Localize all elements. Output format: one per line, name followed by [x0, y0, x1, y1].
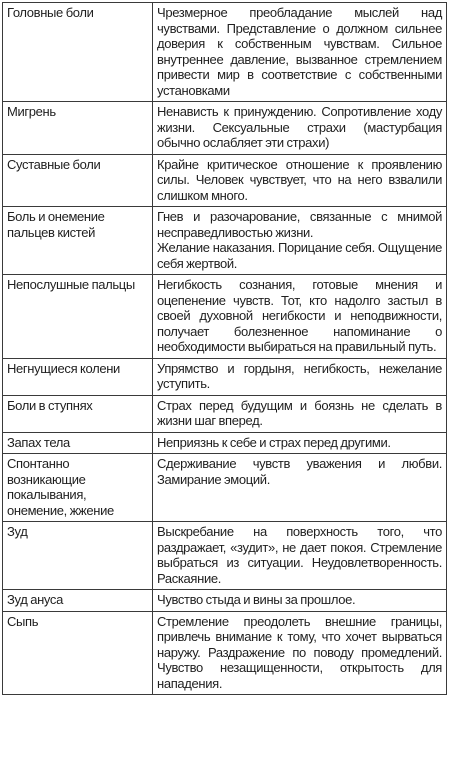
- table-row: [3, 611, 447, 695]
- symptom-cell: Сыпь: [3, 611, 153, 695]
- description-text: Стремление преодолеть внешние границы, привлечь внимание к тому, что хочет вырваться наружу. Раздражение по поводу промедлений. Чувство незащищенности, открытость для нападения.: [157, 613, 442, 691]
- description-cell: [153, 154, 447, 207]
- description-text: Чрезмерное преобладание мыслей над чувствами. Представление о должном сильнее доверия к собственным чувствам. Сильное внутреннее давление, вызванное стремлением привести мир в соответствие с собственными установками: [157, 5, 442, 98]
- symptom-table: [2, 2, 447, 695]
- symptom-cell: Суставные боли: [3, 154, 153, 207]
- description-text: Крайне критическое отношение к проявлению силы. Человек чувствует, что на него взвалили слишком много.: [157, 156, 442, 203]
- table-row: [3, 590, 447, 612]
- table-row: [3, 207, 447, 275]
- description-text: Гнев и разочарование, связанные с мнимой несправедливостью жизни.: [157, 209, 442, 240]
- symptom-cell: Боли в ступнях: [3, 395, 153, 432]
- description-cell: [153, 611, 447, 695]
- table-row: [3, 154, 447, 207]
- symptom-cell: Запах тела: [3, 432, 153, 454]
- symptom-cell: Негнущиеся колени: [3, 358, 153, 395]
- description-cell: [153, 3, 447, 102]
- description-cell: [153, 275, 447, 359]
- table-row: [3, 522, 447, 590]
- table-row: [3, 454, 447, 522]
- symptom-cell: Боль и онемение пальцев кистей: [3, 207, 153, 275]
- description-cell: [153, 358, 447, 395]
- description-text: Упрямство и гордыня, негибкость, нежелание уступить.: [157, 360, 442, 391]
- symptom-cell: Непослушные пальцы: [3, 275, 153, 359]
- table-row: [3, 275, 447, 359]
- description-cell: [153, 207, 447, 275]
- description-text: Сдерживание чувств уважения и любви. Замирание эмоций.: [157, 456, 442, 487]
- table-row: [3, 102, 447, 155]
- description-text: Выскребание на поверхность того, что раздражает, «зудит», не дает покоя. Стремление выбраться из ситуации. Неудовлетворенность. Раскаяние.: [157, 524, 442, 586]
- symptom-cell: Зуд ануса: [3, 590, 153, 612]
- description-text: Негибкость сознания, готовые мнения и оцепенение чувств. Тот, кто надолго застыл в своей духовной негибкости и неподвижности, получает болезненное напоминание о необходимости выбираться на правильный путь.: [157, 277, 442, 354]
- symptom-cell: Головные боли: [3, 3, 153, 102]
- description-text: Чувство стыда и вины за прошлое.: [157, 592, 356, 607]
- description-cell: [153, 522, 447, 590]
- symptom-cell: Мигрень: [3, 102, 153, 155]
- description-cell: [153, 590, 447, 612]
- table-row: [3, 432, 447, 454]
- table-row: [3, 395, 447, 432]
- description-text: Желание наказания. Порицание себя. Ощущение себя жертвой.: [157, 240, 442, 271]
- description-cell: [153, 102, 447, 155]
- description-cell: [153, 395, 447, 432]
- symptom-cell: Спонтанно возникающие покалывания, онемение, жжение: [3, 454, 153, 522]
- description-text: Страх перед будущим и боязнь не сделать в жизни шаг вперед.: [157, 397, 442, 428]
- description-cell: [153, 454, 447, 522]
- table-row: [3, 3, 447, 102]
- description-cell: [153, 432, 447, 454]
- table-row: [3, 358, 447, 395]
- description-text: Ненависть к принуждению. Сопротивление ходу жизни. Сексуальные страхи (мастурбация обычно ослабляет эти страхи): [157, 104, 442, 150]
- description-text: Неприязнь к себе и страх перед другими.: [157, 434, 391, 450]
- symptom-cell: Зуд: [3, 522, 153, 590]
